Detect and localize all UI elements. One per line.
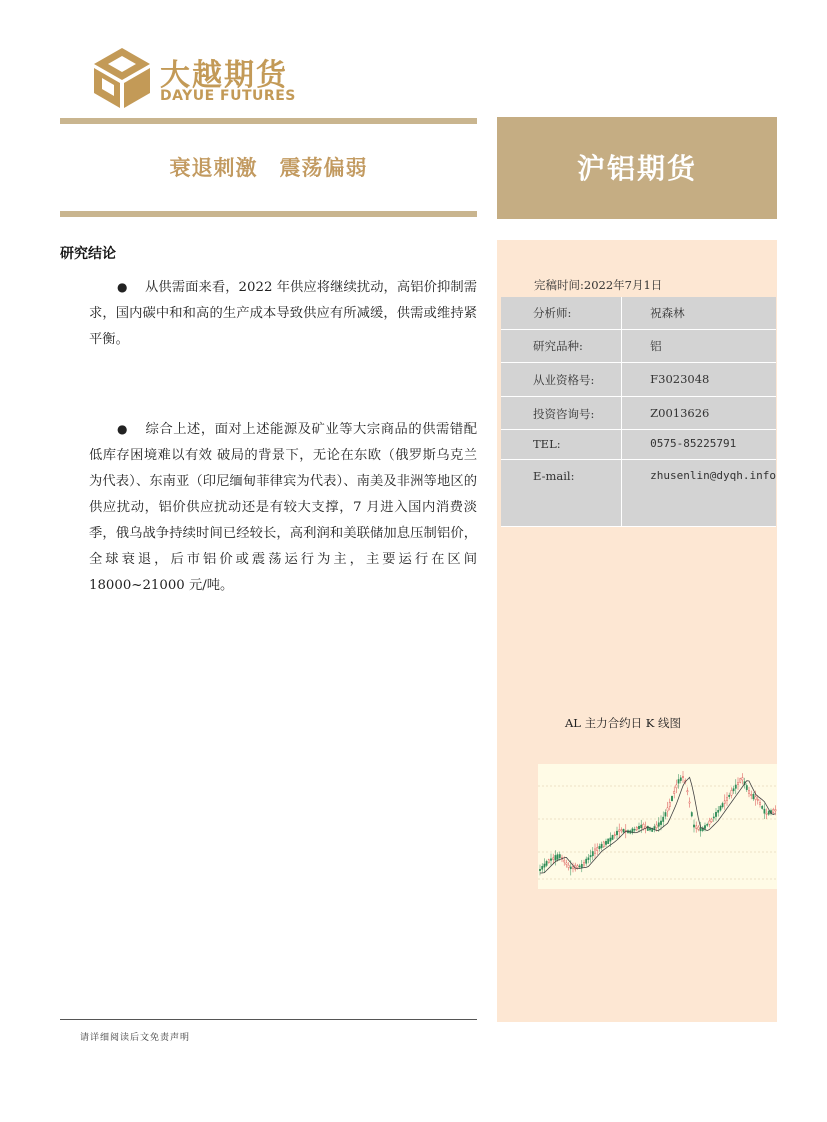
logo-english-name: DAYUE FUTURES [160, 88, 296, 104]
info-row-analyst [501, 297, 776, 329]
header-rule-top [60, 118, 477, 124]
candle-body [773, 809, 774, 812]
candle-body [599, 846, 600, 848]
bullet-icon: ● [117, 280, 128, 294]
title-part-2: 震荡偏弱 [279, 156, 368, 180]
candle-body [709, 821, 710, 824]
info-value: Z0013626 [622, 396, 776, 429]
paragraph-text: 综合上述，面对上述能源及矿业等大宗商品的供需错配低库存困境难以有效 破局的背景下，无论在东欧（俄罗斯乌克兰为代表）、东南亚（印尼缅甸菲律宾为代表）、南美及非洲等地区的供应扰动，铝价供应扰动还是有较大支撑，7 月进入国内消费淡季，俄乌战争持续时间已经较长，高利润和美联储加息压制铝价，全球衰退，后市铝价或震荡运行为主，主要运行在区间 18000~21000 元/吨。 [89, 422, 477, 593]
info-row-consulting [501, 396, 776, 429]
candle-body [546, 861, 547, 865]
candle-body [656, 825, 657, 828]
candle-body [605, 841, 606, 844]
candle-body [564, 860, 565, 862]
candle-body [687, 791, 688, 792]
info-key: 分析师: [501, 297, 622, 329]
candle-body [572, 867, 573, 869]
candle-body [674, 791, 675, 794]
candle-body [566, 863, 567, 865]
candle-body [610, 838, 611, 841]
candle-body [660, 821, 661, 825]
email-link[interactable]: zhusenlin@dyqh.info [622, 459, 776, 526]
candle-body [649, 828, 650, 830]
candle-body [751, 794, 752, 795]
conclusion-paragraph-1 [89, 274, 477, 353]
candle-body [612, 835, 613, 839]
kline-chart [538, 764, 777, 889]
candle-body [555, 855, 556, 860]
footer-rule [60, 1019, 477, 1020]
candle-body [711, 819, 712, 822]
candle-body [726, 798, 727, 801]
candle-body [768, 811, 769, 814]
candle-body [641, 825, 642, 828]
logo-cube-icon [92, 46, 152, 110]
title-part-1: 衰退刺激 [169, 156, 258, 180]
paragraph-text: 从供需面来看，2022 年供应将继续扰动，高铝价抑制需求，国内碳中和和高的生产成本导致供应有所减缓，供需或维持紧平衡。 [89, 280, 477, 347]
chart-gridlines [538, 786, 777, 879]
candle-body [766, 813, 767, 814]
candle-body [682, 776, 683, 778]
candle-body [568, 865, 569, 867]
candle-body [643, 824, 644, 829]
candle-body [722, 803, 723, 807]
analyst-info-table [501, 297, 776, 527]
conclusion-paragraph-2 [89, 416, 477, 599]
candle-body [718, 810, 719, 812]
candle-body [559, 854, 560, 857]
candle-body [586, 859, 587, 863]
kline-chart-image [538, 764, 777, 889]
candle-body [583, 862, 584, 865]
candle-body [581, 864, 582, 868]
completion-date: 完稿时间:2022年7月1日 [534, 278, 663, 292]
candle-body [689, 802, 690, 803]
info-row-variety [501, 329, 776, 362]
info-value: F3023048 [622, 362, 776, 396]
candle-body [742, 778, 743, 780]
candle-body [720, 806, 721, 810]
candle-body [762, 806, 763, 808]
candle-body [680, 778, 681, 781]
candle-body [731, 790, 732, 795]
candle-body [678, 779, 679, 783]
candle-body [698, 827, 699, 829]
candle-body [577, 866, 578, 868]
candle-body [700, 828, 701, 831]
candle-body [590, 855, 591, 857]
candle-body [755, 797, 756, 800]
candle-body [691, 812, 692, 816]
candle-body [634, 829, 635, 830]
info-value: 祝森林 [622, 297, 776, 329]
candle-body [663, 817, 664, 822]
section-heading: 研究结论 [60, 246, 116, 262]
moving-average-line [540, 777, 775, 873]
candle-body [548, 860, 549, 863]
candle-body [557, 855, 558, 860]
candle-body [740, 779, 741, 783]
candle-body [616, 831, 617, 835]
report-title [60, 152, 477, 182]
info-row-email [501, 459, 776, 526]
chart-candles [539, 771, 776, 875]
candle-body [696, 826, 697, 829]
candle-body [724, 801, 725, 804]
candle-body [619, 830, 620, 832]
logo-chinese-name: 大越期货 [160, 58, 288, 93]
company-logo [92, 46, 312, 112]
info-value: 0575-85225791 [622, 429, 776, 459]
candle-body [544, 864, 545, 867]
candle-body [713, 817, 714, 818]
candle-body [676, 785, 677, 788]
candle-body [608, 839, 609, 844]
info-value: 铝 [622, 329, 776, 362]
candle-body [636, 827, 637, 830]
candle-body [665, 812, 666, 816]
info-key: 从业资格号: [501, 362, 622, 396]
info-row-qualification [501, 362, 776, 396]
info-key: 研究品种: [501, 329, 622, 362]
candle-body [658, 823, 659, 827]
candle-body [715, 812, 716, 816]
candle-body [753, 794, 754, 799]
candle-body [614, 835, 615, 836]
candle-body [764, 809, 765, 813]
candle-body [601, 844, 602, 848]
candle-body [757, 799, 758, 800]
info-key: 投资咨询号: [501, 396, 622, 429]
candle-body [693, 825, 694, 827]
candle-body [588, 858, 589, 860]
candle-body [603, 842, 604, 847]
candle-body [707, 824, 708, 825]
info-row-tel [501, 429, 776, 459]
info-key: E-mail: [501, 459, 622, 526]
header-rule-bottom [60, 211, 477, 217]
candle-body [579, 866, 580, 867]
candle-body [594, 849, 595, 853]
candle-body [671, 796, 672, 801]
candle-body [570, 867, 571, 869]
info-key: TEL: [501, 429, 622, 459]
candle-body [621, 830, 622, 831]
candle-body [733, 789, 734, 791]
candle-body [729, 795, 730, 797]
candle-body [597, 848, 598, 851]
candle-body [623, 829, 624, 832]
candle-body [746, 785, 747, 789]
candle-body [704, 825, 705, 828]
bullet-icon: ● [117, 422, 128, 436]
candle-body [775, 810, 776, 811]
candle-body [667, 808, 668, 811]
candle-body [737, 783, 738, 785]
candle-body [539, 869, 540, 870]
candle-body [735, 785, 736, 788]
candle-body [550, 859, 551, 861]
candle-body [638, 826, 639, 829]
candle-body [592, 851, 593, 855]
candle-body [748, 790, 749, 793]
candle-body [669, 802, 670, 806]
product-banner [497, 117, 777, 219]
product-name: 沪铝期货 [576, 152, 697, 185]
candle-body [759, 803, 760, 805]
footer-disclaimer: 请详细阅读后文免责声明 [80, 1033, 191, 1043]
chart-caption: AL 主力合约日 K 线图 [565, 716, 681, 730]
candle-body [542, 866, 543, 869]
candle-body [553, 858, 554, 860]
